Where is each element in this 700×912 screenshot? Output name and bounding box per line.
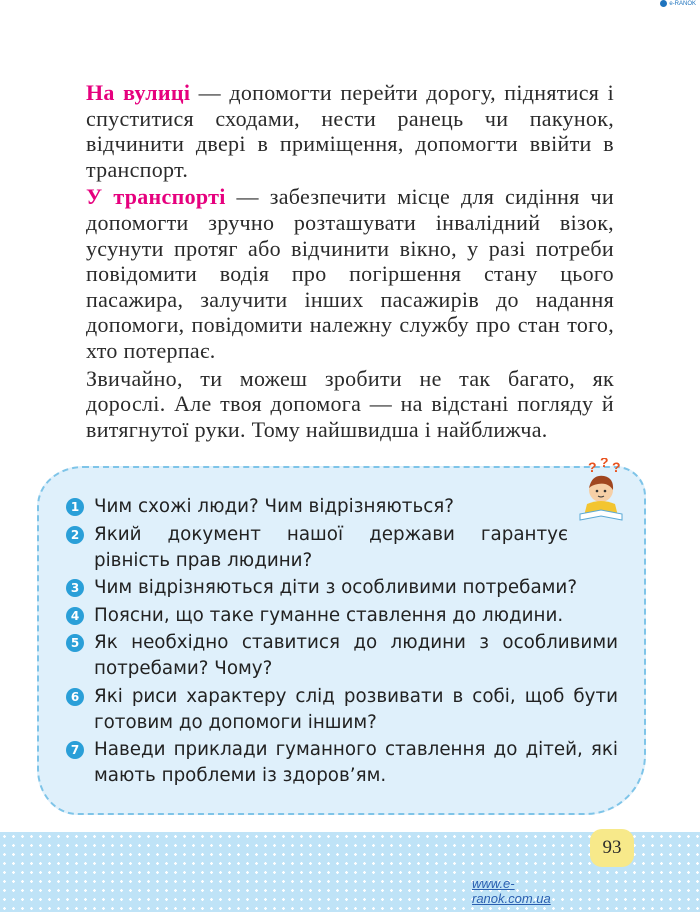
question-number-badge: 7 bbox=[66, 741, 84, 759]
svg-text:?: ? bbox=[588, 459, 597, 475]
page-number: 93 bbox=[590, 829, 634, 867]
question-text: Поясни, що таке гуманне ставлення до людини. bbox=[94, 604, 564, 626]
question-text: Який документ нашої держави гарантує рівність прав людини? bbox=[94, 523, 568, 571]
publisher-logo bbox=[648, 0, 700, 10]
logo-mark-icon bbox=[660, 0, 667, 7]
paragraph-transport bbox=[86, 184, 614, 363]
question-item bbox=[66, 630, 618, 682]
question-text: Чим відрізняються діти з особливими потребами? bbox=[94, 577, 578, 598]
question-number-badge: 6 bbox=[66, 688, 84, 706]
paragraph-text: — допомогти перейти дорогу, піднятися і спуститися сходами, нести ранець чи пакунок, відчинити двері в приміщення, допомогти ввійти в транспорт. bbox=[86, 80, 615, 182]
question-item bbox=[66, 522, 618, 574]
question-number-badge: 5 bbox=[66, 634, 84, 652]
question-number-badge: 1 bbox=[66, 498, 84, 516]
questions-list bbox=[66, 494, 618, 791]
question-item bbox=[66, 603, 618, 629]
question-item bbox=[66, 684, 618, 736]
question-number-badge: 3 bbox=[66, 579, 84, 597]
body-text bbox=[86, 80, 614, 442]
paragraph-conclusion bbox=[86, 366, 614, 443]
question-text: Чим схожі люди? Чим відрізняються? bbox=[94, 496, 454, 517]
logo-text: e-RANOK bbox=[669, 1, 696, 8]
svg-text:?: ? bbox=[612, 459, 621, 475]
question-item bbox=[66, 494, 618, 520]
question-number-badge: 4 bbox=[66, 607, 84, 625]
paragraph-highlight: У транспорті bbox=[86, 184, 226, 210]
question-number-badge: 2 bbox=[66, 526, 84, 544]
question-text: Як необхідно ставитися до людини з особливими потребами? Чому? bbox=[94, 632, 618, 679]
paragraph-text: Звичайно, ти можеш зробити не так багато, як дорослі. Але твоя допомога — на відстані погляду й витягнутої руки. Тому найшвидша і найближча. bbox=[86, 365, 614, 442]
paragraph-street bbox=[86, 80, 614, 182]
svg-text:?: ? bbox=[600, 458, 609, 470]
paragraph-highlight: На вулиці bbox=[86, 80, 191, 105]
paragraph-text: — забезпечити місце для сидіння чи допомогти зручно розташувати інвалідний візок, усунути протяг або відчинити вікно, у разі потреби повідомити водія про погіршення стану цього пасажира, залучити інших пасажирів до надання допомоги, повідомити належну службу про стан того, хто потерпає. bbox=[86, 184, 614, 363]
website-link[interactable]: www.e-ranok.com.ua bbox=[472, 876, 551, 906]
question-item bbox=[66, 737, 618, 789]
question-text: Наведи приклади гуманного ставлення до дітей, які мають проблеми із здоров’ям. bbox=[94, 739, 618, 786]
question-text: Які риси характеру слід розвивати в собі, щоб бути готовим до допомоги іншим? bbox=[94, 685, 618, 733]
question-item bbox=[66, 575, 618, 601]
